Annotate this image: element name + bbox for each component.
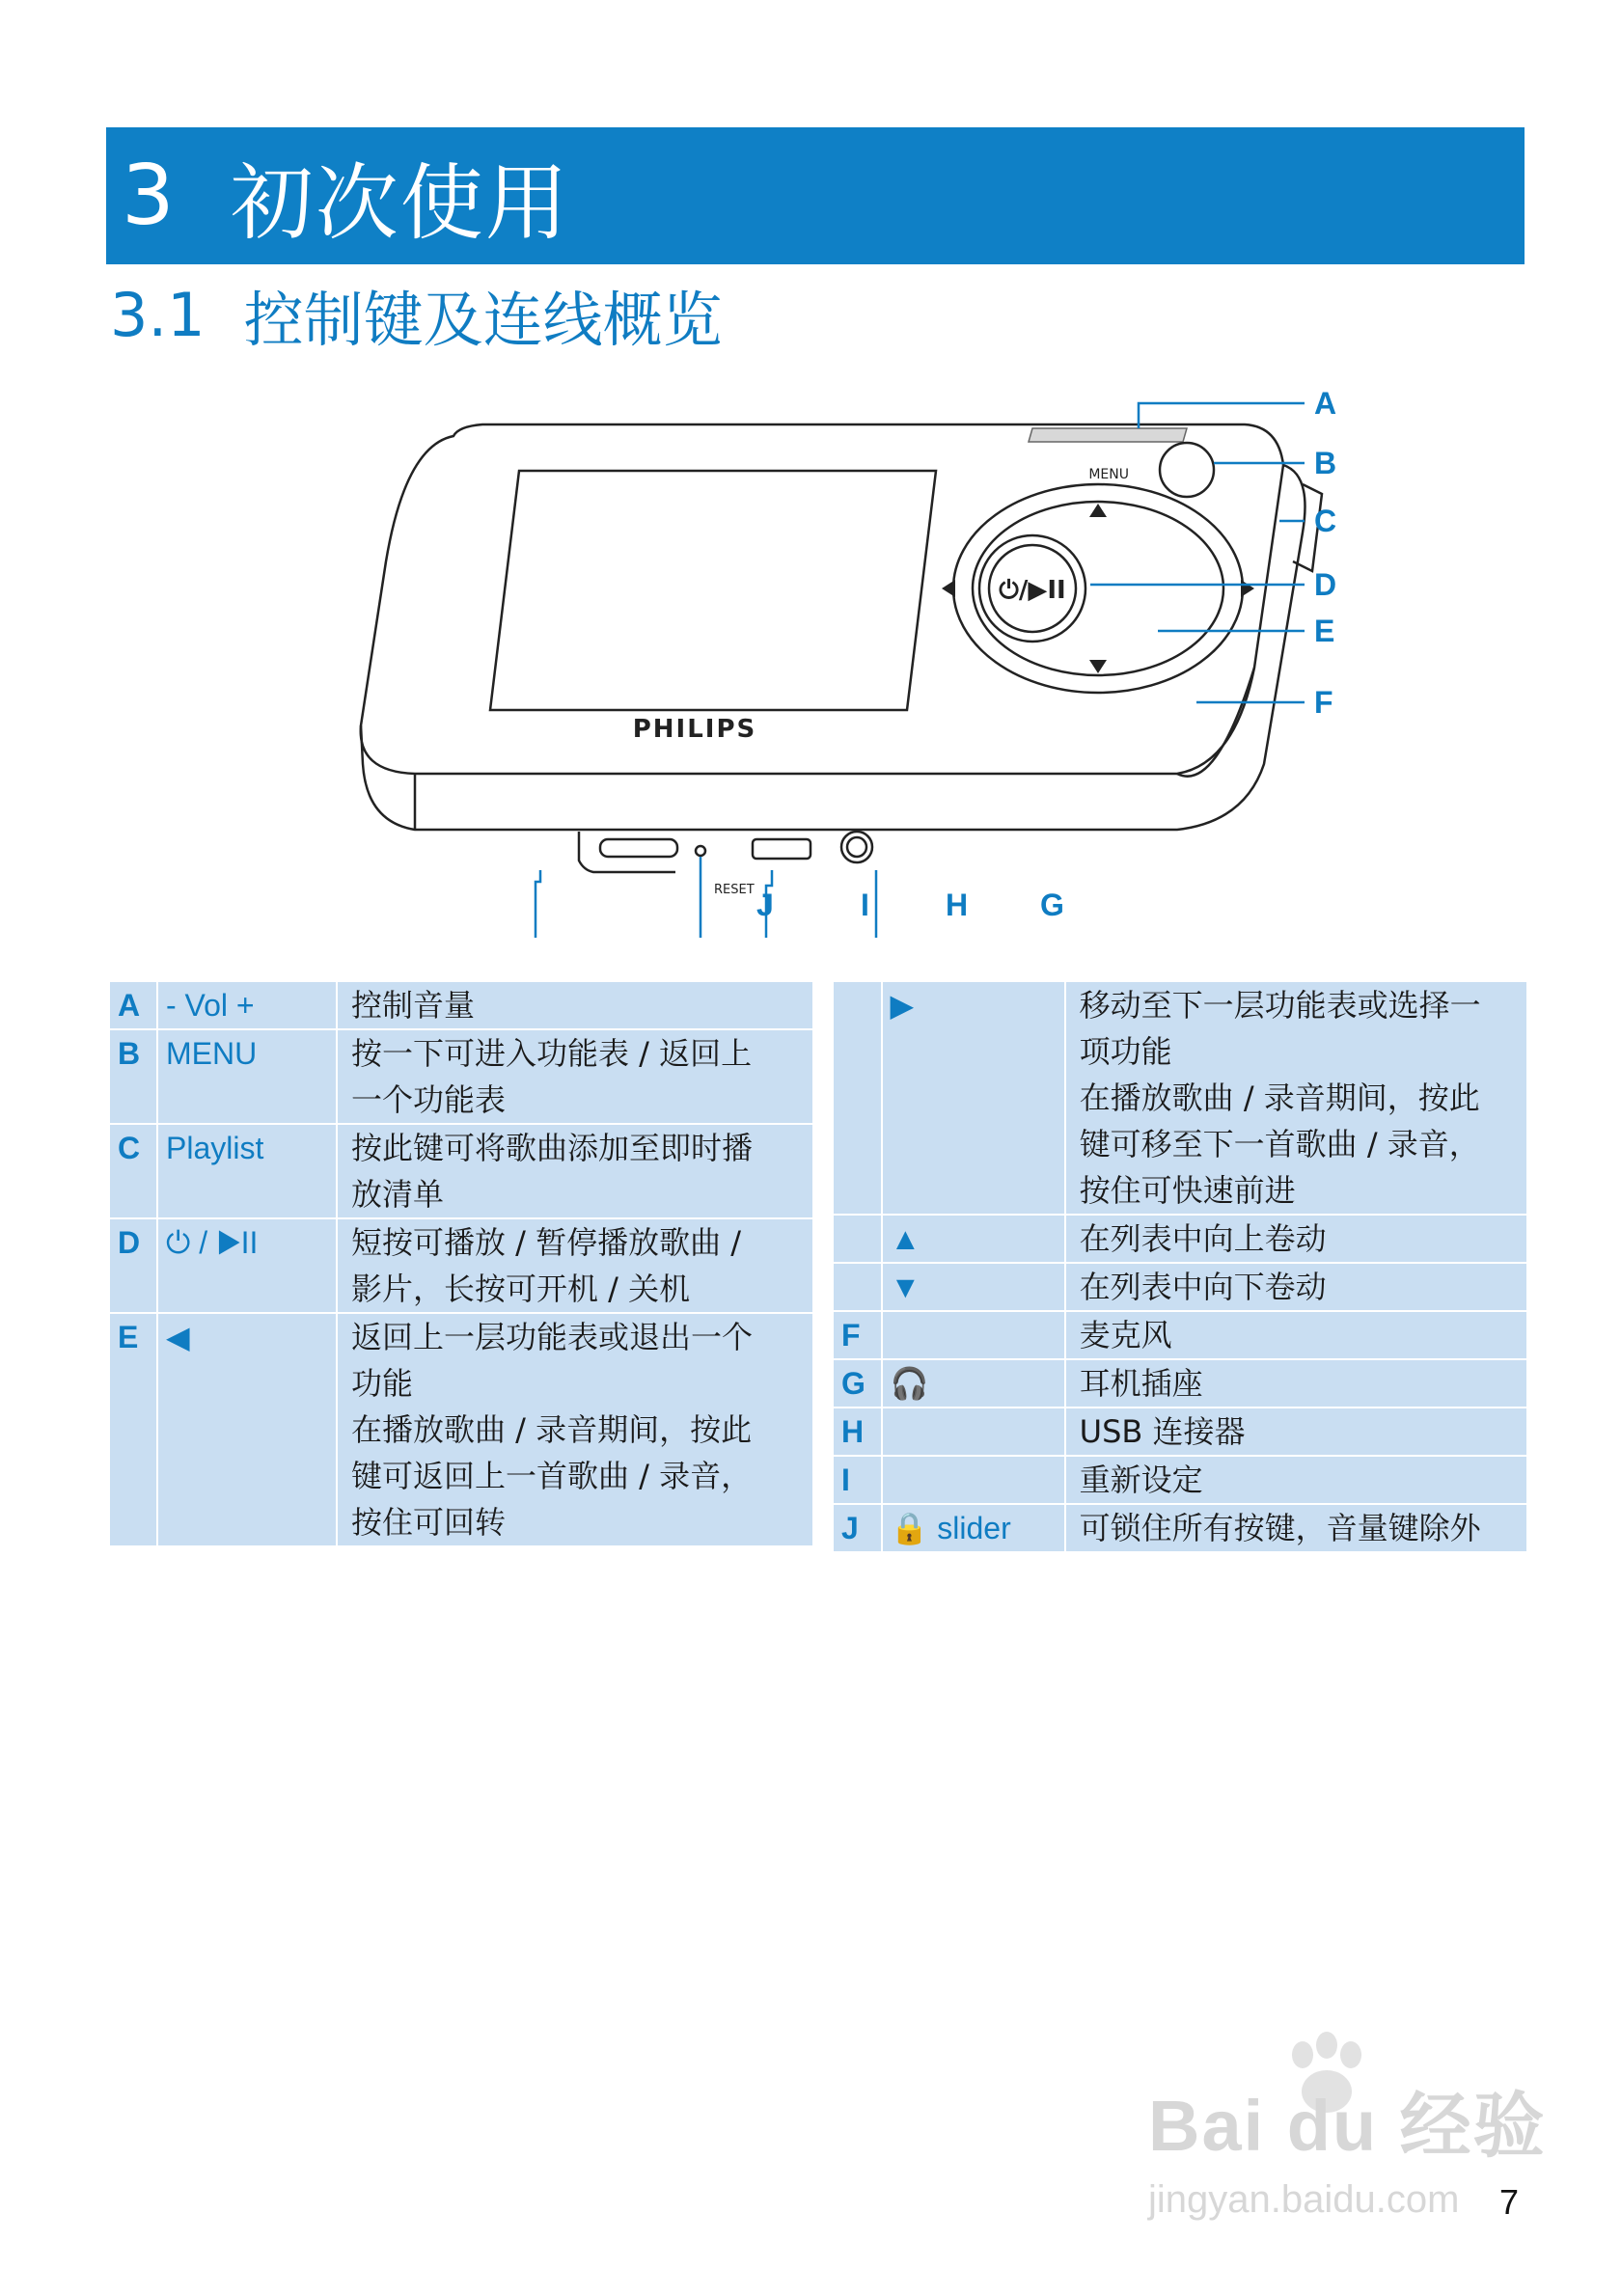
legend-description-line: 按一下可进入功能表 / 返回上 <box>351 1035 753 1072</box>
legend-letter: C <box>110 1124 157 1218</box>
callout-d: D <box>1314 567 1337 602</box>
legend-description-line: 在列表中向上卷动 <box>1079 1220 1327 1257</box>
legend-description-line: 影片，长按可开机 / 关机 <box>351 1271 691 1307</box>
callout-h: H <box>946 888 969 922</box>
legend-row <box>834 1359 1526 1408</box>
legend-row <box>110 1218 812 1313</box>
legend-letter: G <box>834 1359 882 1408</box>
legend-row <box>110 1313 812 1546</box>
legend-letter: F <box>834 1311 882 1359</box>
legend-description-line: 重新设定 <box>1079 1462 1203 1498</box>
menu-label: MENU <box>1088 467 1129 482</box>
callout-a: A <box>1314 386 1337 421</box>
callout-f: F <box>1314 685 1333 720</box>
legend-description-line: 可锁住所有按键，音量键除外 <box>1079 1510 1481 1546</box>
legend-description <box>337 1313 812 1546</box>
legend-description-line: 键可返回上一首歌曲 / 录音， <box>351 1458 753 1494</box>
legend-letter: I <box>834 1456 882 1504</box>
legend-description <box>337 982 812 1029</box>
legend-description <box>1065 1215 1526 1263</box>
legend-key: Playlist <box>157 1124 337 1218</box>
legend-row <box>834 982 1526 1215</box>
legend-key: ▲ <box>882 1215 1065 1263</box>
legend-row <box>110 982 812 1029</box>
legend-description <box>1065 1456 1526 1504</box>
legend-key: 🎧 <box>882 1359 1065 1408</box>
legend-description <box>1065 982 1526 1215</box>
legend-table-left <box>110 982 812 1547</box>
legend-description-line: 短按可播放 / 暂停播放歌曲 / <box>351 1224 742 1261</box>
legend-letter <box>834 1215 882 1263</box>
legend-description-line: 返回上一层功能表或退出一个 <box>351 1319 754 1355</box>
legend-description-line: 移动至下一层功能表或选择一 <box>1079 987 1481 1024</box>
legend-row <box>834 1408 1526 1456</box>
legend-key: ⏻ / ▶II <box>157 1218 337 1313</box>
legend-row <box>834 1215 1526 1263</box>
legend-description <box>337 1218 812 1313</box>
legend-description-line: 按此键可将歌曲添加至即时播 <box>351 1130 754 1166</box>
legend-key: ◀ <box>157 1313 337 1546</box>
legend-description-line: 一个功能表 <box>351 1081 507 1118</box>
legend-key: 🔒 slider <box>882 1504 1065 1552</box>
legend-description <box>337 1124 812 1218</box>
legend-key: ▼ <box>882 1263 1065 1311</box>
legend-row <box>834 1456 1526 1504</box>
chapter-header <box>106 127 1525 264</box>
legend-key: MENU <box>157 1029 337 1124</box>
callout-c: C <box>1314 504 1337 538</box>
legend-key: - Vol + <box>157 982 337 1029</box>
section-number: 3.1 <box>110 280 206 350</box>
callout-e: E <box>1314 614 1335 648</box>
legend-key <box>882 1311 1065 1359</box>
legend-row <box>834 1504 1526 1552</box>
legend-row <box>834 1263 1526 1311</box>
brand-logo-text: PHILIPS <box>632 715 757 744</box>
chapter-title: 初次使用 <box>230 155 570 252</box>
callout-i: I <box>861 888 869 922</box>
legend-letter: A <box>110 982 157 1029</box>
legend-description-line: 控制音量 <box>351 987 476 1024</box>
legend-description-line: USB 连接器 <box>1079 1413 1246 1450</box>
callout-b: B <box>1314 446 1337 480</box>
legend-letter <box>834 982 882 1215</box>
chapter-number: 3 <box>122 148 175 244</box>
page-number: 7 <box>1499 2182 1520 2222</box>
legend-description-line: 在播放歌曲 / 录音期间，按此 <box>1079 1080 1480 1116</box>
legend-description <box>1065 1359 1526 1408</box>
legend-letter: E <box>110 1313 157 1546</box>
legend-description <box>1065 1311 1526 1359</box>
legend-letter: H <box>834 1408 882 1456</box>
legend-description-line: 放清单 <box>351 1176 445 1213</box>
legend-description-line: 按住可回转 <box>351 1504 507 1541</box>
player-illustration <box>347 378 1341 938</box>
legend-letter: J <box>834 1504 882 1552</box>
legend-key <box>882 1408 1065 1456</box>
legend-description <box>337 1029 812 1124</box>
legend-description <box>1065 1408 1526 1456</box>
device-diagram <box>347 378 1341 938</box>
legend-row <box>110 1124 812 1218</box>
reset-label: RESET <box>714 883 755 897</box>
legend-description-line: 在列表中向下卷动 <box>1079 1269 1327 1305</box>
legend-description <box>1065 1504 1526 1552</box>
legend-letter: D <box>110 1218 157 1313</box>
legend-key: ▶ <box>882 982 1065 1215</box>
section-heading <box>110 272 723 358</box>
legend-key <box>882 1456 1065 1504</box>
legend-description <box>1065 1263 1526 1311</box>
legend-row <box>834 1311 1526 1359</box>
legend-table-right <box>834 982 1526 1553</box>
legend-description-line: 功能 <box>351 1365 414 1402</box>
legend-description-line: 在播放歌曲 / 录音期间，按此 <box>351 1411 753 1448</box>
callout-j: J <box>756 888 774 922</box>
legend-description-line: 键可移至下一首歌曲 / 录音， <box>1079 1126 1480 1162</box>
legend-description-line: 耳机插座 <box>1079 1365 1203 1402</box>
callout-g: G <box>1040 888 1064 922</box>
legend-letter <box>834 1263 882 1311</box>
legend-letter: B <box>110 1029 157 1124</box>
legend-description-line: 项功能 <box>1079 1033 1172 1070</box>
watermark-brand: Bai du 经验 <box>1148 2086 1547 2166</box>
legend-row <box>110 1029 812 1124</box>
section-title: 控制键及连线概览 <box>243 285 723 355</box>
legend-description-line: 按住可快速前进 <box>1079 1172 1296 1209</box>
play-label: ⏻/▶II <box>999 576 1066 605</box>
watermark-url: jingyan.baidu.com <box>1148 2178 1460 2221</box>
legend-description-line: 麦克风 <box>1079 1317 1172 1353</box>
